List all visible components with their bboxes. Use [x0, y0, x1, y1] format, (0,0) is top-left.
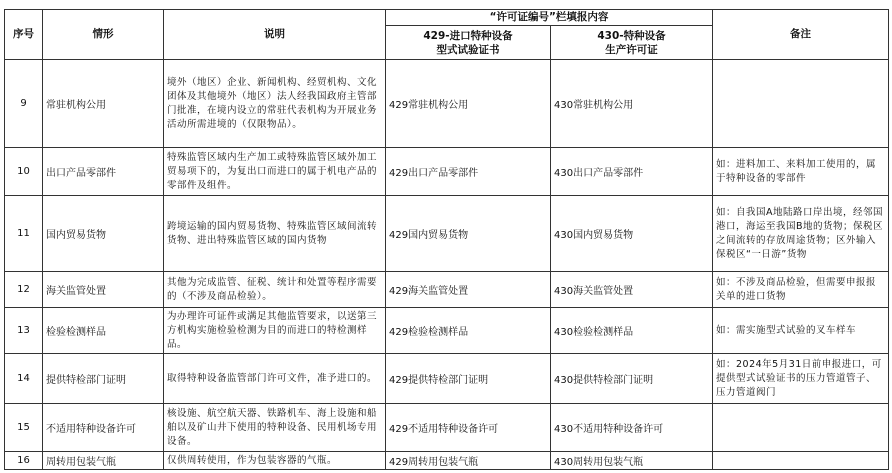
table-row — [5, 196, 889, 272]
row-permit-430: 430海关监管处置 — [551, 272, 713, 308]
row-permit-430: 430国内贸易货物 — [551, 196, 713, 272]
header-col-430 — [551, 26, 713, 60]
header-col-429 — [386, 26, 551, 60]
row-remark — [713, 60, 889, 148]
row-permit-429: 429出口产品零部件 — [386, 148, 551, 196]
row-situation: 提供特检部门证明 — [43, 354, 164, 404]
row-seq: 12 — [5, 272, 43, 308]
table-row — [5, 404, 889, 452]
row-permit-429: 429检验检测样品 — [386, 308, 551, 354]
row-permit-430: 430检验检测样品 — [551, 308, 713, 354]
row-remark: 如：2024年5月31日前申报进口，可提供型式试验证书的压力管道管子、压力管道阀门 — [713, 354, 889, 404]
row-permit-429: 429海关监管处置 — [386, 272, 551, 308]
header-remark: 备注 — [713, 10, 889, 60]
row-seq: 16 — [5, 452, 43, 470]
row-description: 其他为完成监管、征税、统计和处置等程序需要的（不涉及商品检验）。 — [164, 272, 386, 308]
row-situation: 国内贸易货物 — [43, 196, 164, 272]
row-seq: 10 — [5, 148, 43, 196]
row-seq: 15 — [5, 404, 43, 452]
row-seq: 13 — [5, 308, 43, 354]
row-remark: 如：不涉及商品检验，但需要申报报关单的进口货物 — [713, 272, 889, 308]
row-permit-429: 429不适用特种设备许可 — [386, 404, 551, 452]
row-seq: 9 — [5, 60, 43, 148]
row-situation: 出口产品零部件 — [43, 148, 164, 196]
table-row — [5, 354, 889, 404]
header-col-429-line2: 型式试验证书 — [436, 43, 500, 56]
header-seq: 序号 — [5, 10, 43, 60]
row-permit-430: 430提供特检部门证明 — [551, 354, 713, 404]
row-situation: 常驻机构公用 — [43, 60, 164, 148]
row-description: 境外（地区）企业、新闻机构、经贸机构、文化团体及其他境外（地区）法人经我国政府主管部门批准，在境内设立的常驻代表机构为开展业务活动所需进境的（仅限物品）。 — [164, 60, 386, 148]
row-remark: 如：需实施型式试验的叉车样车 — [713, 308, 889, 354]
row-permit-429: 429提供特检部门证明 — [386, 354, 551, 404]
table-row — [5, 452, 889, 470]
table-row — [5, 272, 889, 308]
row-description: 为办理许可证件或满足其他监管要求，以送第三方机构实施检验检测为目的而进口的特检测样品。 — [164, 308, 386, 354]
row-permit-429: 429周转用包装气瓶 — [386, 452, 551, 470]
table-row — [5, 60, 889, 148]
row-permit-430: 430常驻机构公用 — [551, 60, 713, 148]
row-permit-429: 429常驻机构公用 — [386, 60, 551, 148]
header-col-429-line1: 429-进口特种设备 — [423, 29, 513, 42]
row-situation: 检验检测样品 — [43, 308, 164, 354]
header-situation: 情形 — [43, 10, 164, 60]
row-permit-430: 430不适用特种设备许可 — [551, 404, 713, 452]
row-situation: 海关监管处置 — [43, 272, 164, 308]
row-situation: 不适用特种设备许可 — [43, 404, 164, 452]
row-permit-430: 430周转用包装气瓶 — [551, 452, 713, 470]
permit-table — [4, 9, 889, 470]
header-col-430-line2: 生产许可证 — [605, 43, 658, 56]
row-seq: 14 — [5, 354, 43, 404]
row-remark: 如：自我国A地陆路口岸出境，经邻国港口，海运至我国B地的货物；保税区之间流转的存放周途货物；区外输入保税区“一日游”货物 — [713, 196, 889, 272]
header-permit-group: “许可证编号”栏填报内容 — [386, 10, 713, 26]
table-row — [5, 308, 889, 354]
row-description: 仅供周转使用，作为包装容器的气瓶。 — [164, 452, 386, 470]
row-seq: 11 — [5, 196, 43, 272]
row-remark: 如：进料加工、来料加工使用的，属于特种设备的零部件 — [713, 148, 889, 196]
row-description: 核设施、航空航天器、铁路机车、海上设施和船舶以及矿山井下使用的特种设备、民用机场专用设备。 — [164, 404, 386, 452]
row-description: 特殊监管区域内生产加工或特殊监管区域外加工贸易项下的，为复出口而进口的属于机电产品的零部件及组件。 — [164, 148, 386, 196]
row-permit-429: 429国内贸易货物 — [386, 196, 551, 272]
row-situation: 周转用包装气瓶 — [43, 452, 164, 470]
row-description: 取得特种设备监管部门许可文件，准予进口的。 — [164, 354, 386, 404]
header-description: 说明 — [164, 10, 386, 60]
row-description: 跨境运输的国内贸易货物、特殊监管区域间流转货物、进出特殊监管区域的国内货物 — [164, 196, 386, 272]
row-permit-430: 430出口产品零部件 — [551, 148, 713, 196]
table-row — [5, 148, 889, 196]
row-remark — [713, 404, 889, 452]
header-col-430-line1: 430-特种设备 — [597, 29, 666, 42]
row-remark — [713, 452, 889, 470]
